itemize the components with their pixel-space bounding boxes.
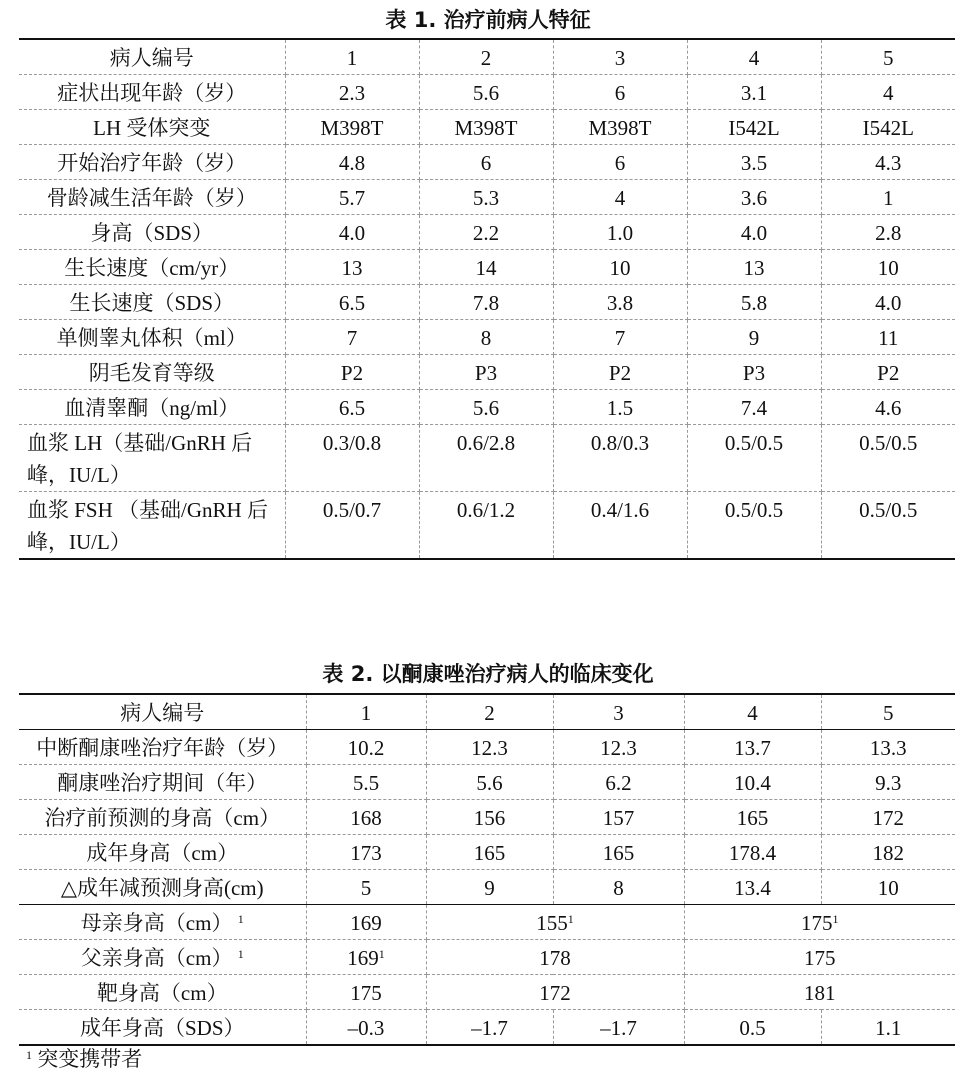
- table-cell: 5.5: [306, 765, 426, 800]
- table-cell: 8: [419, 320, 553, 355]
- table-row: [19, 1010, 955, 1046]
- table-cell: 3.6: [687, 180, 821, 215]
- table-cell: –1.7: [553, 1010, 684, 1046]
- table-cell: 0.5/0.5: [821, 492, 955, 560]
- table-cell: 169: [306, 905, 426, 940]
- header-cell: 5: [821, 694, 955, 730]
- header-cell: 病人编号: [19, 694, 306, 730]
- table-row: [19, 285, 955, 320]
- header-cell: 2: [426, 694, 553, 730]
- mother-height-p45: 175: [801, 911, 833, 935]
- table-cell: 0.5/0.5: [687, 425, 821, 492]
- table1-caption: 表 1. 治疗前病人特征: [385, 8, 591, 32]
- table-cell: 9: [687, 320, 821, 355]
- table-cell: 6.5: [285, 390, 419, 425]
- table-cell: 172: [426, 975, 684, 1010]
- table-cell: 5.3: [419, 180, 553, 215]
- table-cell: 165: [426, 835, 553, 870]
- table-cell: 10: [821, 250, 955, 285]
- table-cell: 13.7: [684, 730, 821, 765]
- row-label: [19, 940, 306, 975]
- table-row: [19, 390, 955, 425]
- table-cell: 6: [553, 75, 687, 110]
- table-cell: 9: [426, 870, 553, 905]
- table-cell: 4.3: [821, 145, 955, 180]
- table-cell: 10.2: [306, 730, 426, 765]
- row-label: LH 受体突变: [19, 110, 285, 145]
- row-label: 成年身高（cm）: [19, 835, 306, 870]
- table-row: [19, 975, 955, 1010]
- footnote-text: 突变携带者: [37, 1047, 143, 1071]
- table-row: [19, 145, 955, 180]
- header-cell: 4: [687, 39, 821, 75]
- table-row: [19, 355, 955, 390]
- table-cell: P3: [419, 355, 553, 390]
- father-height-p1: 169: [347, 946, 379, 970]
- table2-caption: 表 2. 以酮康唑治疗病人的临床变化: [322, 662, 654, 686]
- table-cell: 2.3: [285, 75, 419, 110]
- table-header-row: [19, 694, 955, 730]
- table-cell: 3.8: [553, 285, 687, 320]
- table-row: [19, 75, 955, 110]
- table-cell: 157: [553, 800, 684, 835]
- table-cell: 13.3: [821, 730, 955, 765]
- row-label: 阴毛发育等级: [19, 355, 285, 390]
- table-cell: 4: [821, 75, 955, 110]
- table-cell: P2: [285, 355, 419, 390]
- mother-height-label: 母亲身高（cm）: [80, 911, 233, 935]
- table-cell: 2.8: [821, 215, 955, 250]
- row-label: 开始治疗年龄（岁）: [19, 145, 285, 180]
- table-cell: 12.3: [553, 730, 684, 765]
- table-cell: 0.6/2.8: [419, 425, 553, 492]
- table-cell: P2: [553, 355, 687, 390]
- table-cell: I542L: [687, 110, 821, 145]
- row-label: △成年减预测身高(cm): [19, 870, 306, 905]
- table-cell: 10: [821, 870, 955, 905]
- table-cell: 4.0: [821, 285, 955, 320]
- table-cell: 4.0: [687, 215, 821, 250]
- table-cell: P3: [687, 355, 821, 390]
- table-cell: 4.6: [821, 390, 955, 425]
- header-cell: 3: [553, 694, 684, 730]
- row-label: [19, 905, 306, 940]
- table-cell: 168: [306, 800, 426, 835]
- table-cell: 173: [306, 835, 426, 870]
- table-cell: 178.4: [684, 835, 821, 870]
- header-cell: 1: [285, 39, 419, 75]
- table-cell: 1.1: [821, 1010, 955, 1046]
- table-cell: 165: [553, 835, 684, 870]
- table-cell: [684, 905, 955, 940]
- table-cell: 13: [285, 250, 419, 285]
- table2-clinical-changes: [19, 693, 955, 1046]
- table-row: [19, 835, 955, 870]
- table-cell: 7.8: [419, 285, 553, 320]
- footnote-mark: 1: [378, 947, 385, 961]
- row-label: 症状出现年龄（岁）: [19, 75, 285, 110]
- table-cell: 3.1: [687, 75, 821, 110]
- table-cell: 0.5: [684, 1010, 821, 1046]
- row-label: 酮康唑治疗期间（年）: [19, 765, 306, 800]
- row-label: 血浆 LH（基础/GnRH 后峰，IU/L）: [19, 425, 285, 492]
- table-cell: 6.2: [553, 765, 684, 800]
- table-header-row: [19, 39, 955, 75]
- table-cell: 5.6: [426, 765, 553, 800]
- table-row: [19, 730, 955, 765]
- footnote-mark: 1: [832, 912, 839, 926]
- row-label: 单侧睾丸体积（ml）: [19, 320, 285, 355]
- table-cell: 10: [553, 250, 687, 285]
- table-cell: 4.0: [285, 215, 419, 250]
- table1-patient-characteristics: [19, 38, 955, 560]
- table-row: [19, 940, 955, 975]
- table-cell: 0.8/0.3: [553, 425, 687, 492]
- table-row: [19, 250, 955, 285]
- table-row: [19, 180, 955, 215]
- footnote-mark: 1: [26, 1048, 32, 1062]
- row-label: 生长速度（cm/yr）: [19, 250, 285, 285]
- table-cell: 172: [821, 800, 955, 835]
- table-cell: 6: [419, 145, 553, 180]
- table-cell: 1.5: [553, 390, 687, 425]
- table-cell: M398T: [553, 110, 687, 145]
- row-label: 成年身高（SDS）: [19, 1010, 306, 1046]
- header-cell: 3: [553, 39, 687, 75]
- table-cell: 4: [553, 180, 687, 215]
- header-cell: 病人编号: [19, 39, 285, 75]
- header-cell: 5: [821, 39, 955, 75]
- footnote: [26, 1044, 142, 1074]
- row-label: 靶身高（cm）: [19, 975, 306, 1010]
- table-row: [19, 425, 955, 492]
- table-cell: 14: [419, 250, 553, 285]
- table-cell: 175: [306, 975, 426, 1010]
- table-row: [19, 870, 955, 905]
- table-cell: 181: [684, 975, 955, 1010]
- table-cell: 165: [684, 800, 821, 835]
- table-cell: 156: [426, 800, 553, 835]
- table-cell: 0.5/0.5: [821, 425, 955, 492]
- table-row: [19, 905, 955, 940]
- table-cell: 4.8: [285, 145, 419, 180]
- row-label: 中断酮康唑治疗年龄（岁）: [19, 730, 306, 765]
- table-cell: P2: [821, 355, 955, 390]
- row-label: 血浆 FSH （基础/GnRH 后峰，IU/L）: [19, 492, 285, 560]
- table-cell: 11: [821, 320, 955, 355]
- table-cell: 0.5/0.7: [285, 492, 419, 560]
- table-cell: 9.3: [821, 765, 955, 800]
- row-label: 身高（SDS）: [19, 215, 285, 250]
- father-height-label: 父亲身高（cm）: [80, 946, 233, 970]
- table-cell: 5: [306, 870, 426, 905]
- header-cell: 1: [306, 694, 426, 730]
- table-cell: 13: [687, 250, 821, 285]
- table-cell: 175: [684, 940, 955, 975]
- table-cell: M398T: [285, 110, 419, 145]
- table-cell: 8: [553, 870, 684, 905]
- footnote-mark: 1: [567, 912, 574, 926]
- row-label: 生长速度（SDS）: [19, 285, 285, 320]
- table-cell: 12.3: [426, 730, 553, 765]
- table-row: [19, 110, 955, 145]
- table-cell: 3.5: [687, 145, 821, 180]
- table-row: [19, 215, 955, 250]
- table-row: [19, 320, 955, 355]
- table-cell: [426, 905, 684, 940]
- row-label: 血清睾酮（ng/ml）: [19, 390, 285, 425]
- table-cell: I542L: [821, 110, 955, 145]
- table-cell: –0.3: [306, 1010, 426, 1046]
- table-cell: 6.5: [285, 285, 419, 320]
- footnote-mark: 1: [237, 947, 244, 961]
- table-cell: 7: [553, 320, 687, 355]
- table-cell: 0.3/0.8: [285, 425, 419, 492]
- table-cell: 5.6: [419, 75, 553, 110]
- table-cell: 6: [553, 145, 687, 180]
- table-cell: 1.0: [553, 215, 687, 250]
- table-cell: 13.4: [684, 870, 821, 905]
- row-label: 治疗前预测的身高（cm）: [19, 800, 306, 835]
- footnote-mark: 1: [237, 912, 244, 926]
- table-cell: 0.6/1.2: [419, 492, 553, 560]
- table-cell: 182: [821, 835, 955, 870]
- table-cell: 5.6: [419, 390, 553, 425]
- table-cell: 178: [426, 940, 684, 975]
- table-cell: 0.4/1.6: [553, 492, 687, 560]
- table-cell: 7.4: [687, 390, 821, 425]
- row-label: 骨龄减生活年龄（岁）: [19, 180, 285, 215]
- table-row: [19, 765, 955, 800]
- table-cell: M398T: [419, 110, 553, 145]
- table-cell: 10.4: [684, 765, 821, 800]
- table-cell: 0.5/0.5: [687, 492, 821, 560]
- mother-height-p23: 155: [536, 911, 568, 935]
- table-cell: 2.2: [419, 215, 553, 250]
- table-row: [19, 492, 955, 560]
- table-cell: 5.7: [285, 180, 419, 215]
- table-cell: 7: [285, 320, 419, 355]
- header-cell: 2: [419, 39, 553, 75]
- table-cell: 5.8: [687, 285, 821, 320]
- table-cell: –1.7: [426, 1010, 553, 1046]
- table-cell: [306, 940, 426, 975]
- table-row: [19, 800, 955, 835]
- header-cell: 4: [684, 694, 821, 730]
- table-cell: 1: [821, 180, 955, 215]
